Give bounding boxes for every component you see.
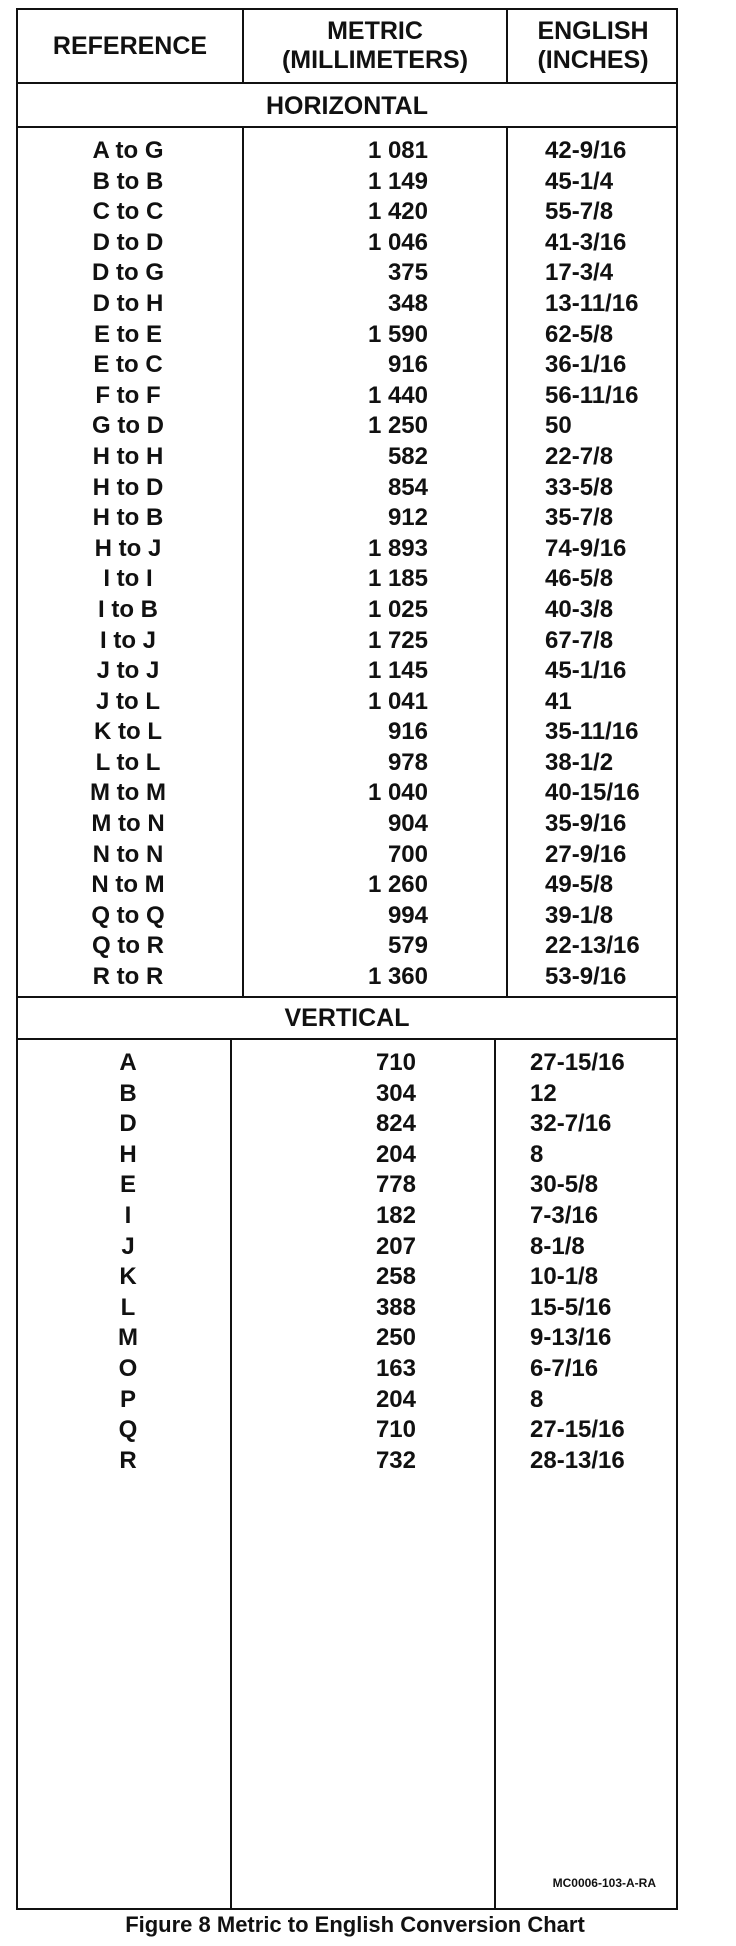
table-row	[18, 534, 676, 565]
reference-cell: H to D	[92, 473, 164, 501]
reference-cell: R	[119, 1446, 137, 1474]
table-row	[18, 564, 676, 595]
english-cell: 9-13/16	[530, 1324, 612, 1352]
vertical-title-rule	[18, 1038, 676, 1040]
english-cell: 27-15/16	[530, 1416, 625, 1444]
reference-cell: K	[119, 1263, 137, 1291]
section-title-vertical: VERTICAL	[284, 1004, 410, 1032]
metric-cell: 204	[375, 1140, 416, 1168]
table-row	[18, 1201, 676, 1232]
table-row	[18, 870, 676, 901]
english-cell: 41-3/16	[545, 228, 627, 256]
reference-cell: A to G	[92, 137, 164, 164]
table-row	[18, 1170, 676, 1201]
table-row	[18, 473, 676, 504]
english-cell: 7-3/16	[530, 1201, 599, 1229]
english-cell: 50	[545, 412, 572, 440]
metric-cell: 182	[375, 1201, 416, 1229]
english-cell: 45-1/16	[545, 657, 627, 685]
metric-cell: 1 440	[367, 381, 428, 409]
metric-cell: 1 046	[367, 228, 428, 256]
table-row	[18, 595, 676, 626]
horizontal-title-rule	[18, 126, 676, 128]
table-row	[18, 1109, 676, 1140]
metric-cell: 250	[375, 1324, 416, 1352]
metric-cell: 916	[387, 718, 428, 746]
reference-cell: M to M	[90, 779, 166, 807]
english-cell: 41	[545, 687, 572, 715]
english-cell: 10-1/8	[530, 1263, 599, 1291]
reference-cell: D	[119, 1110, 137, 1138]
english-cell: 22-13/16	[545, 932, 640, 960]
reference-cell: D to D	[92, 228, 164, 256]
english-cell: 33-5/8	[545, 473, 614, 501]
english-cell: 6-7/16	[530, 1354, 599, 1382]
english-cell: 17-3/4	[545, 259, 614, 287]
table-row	[18, 687, 676, 718]
metric-cell: 388	[375, 1293, 416, 1321]
reference-cell: N to N	[92, 840, 164, 868]
table-row	[18, 167, 676, 198]
metric-cell: 579	[387, 932, 428, 960]
table-row	[18, 503, 676, 534]
reference-cell: I to I	[103, 565, 153, 593]
vertical-top-rule	[18, 996, 676, 998]
english-cell: 39-1/8	[545, 901, 614, 929]
table-row	[18, 1323, 676, 1354]
metric-cell: 304	[375, 1079, 416, 1107]
table-row	[18, 778, 676, 809]
english-cell: 22-7/8	[545, 442, 614, 470]
table-row	[18, 1385, 676, 1416]
english-cell: 8	[530, 1140, 544, 1168]
table-row	[18, 1354, 676, 1385]
table-row	[18, 901, 676, 932]
metric-cell: 204	[375, 1385, 416, 1413]
table-row	[18, 840, 676, 871]
metric-cell: 978	[387, 748, 428, 776]
english-cell: 13-11/16	[545, 289, 639, 317]
metric-cell: 1 725	[367, 626, 428, 654]
section-title-horizontal: HORIZONTAL	[265, 92, 428, 120]
table-row	[18, 411, 676, 442]
reference-cell: H to J	[94, 534, 162, 562]
reference-cell: C to C	[92, 198, 164, 226]
metric-cell: 732	[375, 1446, 416, 1474]
metric-cell: 1 360	[367, 963, 428, 991]
reference-cell: D to G	[92, 259, 164, 287]
reference-cell: B to B	[92, 167, 164, 195]
english-cell: 27-15/16	[530, 1049, 625, 1076]
english-cell: 40-3/8	[545, 595, 614, 623]
metric-cell: 1 149	[367, 167, 428, 195]
reference-cell: H to B	[92, 504, 164, 532]
reference-cell: E	[119, 1171, 136, 1199]
reference-cell: P	[119, 1385, 136, 1413]
table-row	[18, 717, 676, 748]
metric-cell: 1 145	[367, 657, 428, 685]
english-cell: 27-9/16	[545, 840, 627, 868]
metric-cell: 904	[387, 810, 428, 838]
metric-cell: 1 590	[367, 320, 428, 348]
reference-cell: D to H	[92, 289, 164, 317]
reference-cell: M to N	[91, 810, 165, 838]
table-row	[18, 809, 676, 840]
metric-cell: 700	[387, 840, 428, 868]
reference-cell: R to R	[92, 963, 164, 991]
table-row	[18, 228, 676, 259]
reference-cell: E to C	[93, 351, 163, 379]
metric-cell: 854	[387, 473, 428, 501]
english-cell: 45-1/4	[545, 167, 614, 195]
table-row	[18, 381, 676, 412]
english-cell: 8	[530, 1385, 544, 1413]
metric-cell: 710	[375, 1416, 416, 1444]
reference-cell: J to J	[96, 657, 160, 685]
metric-cell: 1 260	[367, 871, 428, 899]
metric-cell: 163	[375, 1354, 416, 1382]
english-cell: 38-1/2	[545, 748, 614, 776]
metric-cell: 1 185	[367, 565, 428, 593]
table-row	[18, 258, 676, 289]
metric-cell: 258	[375, 1263, 416, 1291]
metric-cell: 207	[375, 1232, 416, 1260]
english-cell: 35-7/8	[545, 504, 614, 532]
reference-cell: A	[119, 1049, 137, 1076]
reference-cell: Q to R	[92, 932, 164, 960]
reference-cell: E to E	[93, 320, 162, 348]
reference-cell: I	[124, 1201, 132, 1229]
metric-cell: 912	[387, 504, 428, 532]
english-cell: 36-1/16	[545, 351, 627, 379]
conversion-chart-table	[16, 8, 678, 1910]
english-cell: 32-7/16	[530, 1110, 612, 1138]
table-row	[18, 1140, 676, 1171]
table-row	[18, 350, 676, 381]
table-row	[18, 626, 676, 657]
metric-cell: 1 250	[367, 412, 428, 440]
table-row	[18, 320, 676, 351]
english-cell: 46-5/8	[545, 565, 614, 593]
english-cell: 67-7/8	[545, 626, 614, 654]
metric-cell: 1 081	[367, 137, 428, 164]
english-cell: 12	[530, 1079, 557, 1107]
horizontal-rows	[18, 136, 676, 993]
english-cell: 35-11/16	[545, 718, 639, 746]
reference-cell: Q to Q	[91, 901, 165, 929]
table-row	[18, 197, 676, 228]
header-rule	[18, 82, 676, 84]
table-row	[18, 1293, 676, 1324]
english-cell: 40-15/16	[545, 779, 640, 807]
table-row	[18, 1262, 676, 1293]
table-row	[18, 1079, 676, 1110]
figure-caption: Figure 8 Metric to English Conversion Chart	[125, 1912, 585, 1937]
english-cell: 28-13/16	[530, 1446, 625, 1474]
table-row	[18, 656, 676, 687]
reference-cell: F to F	[95, 381, 161, 409]
english-cell: 15-5/16	[530, 1293, 612, 1321]
metric-cell: 348	[387, 289, 428, 317]
reference-cell: O	[118, 1354, 138, 1382]
metric-cell: 824	[375, 1110, 416, 1138]
figure-code: MC0006-103-A-RA	[552, 1876, 656, 1890]
metric-cell: 1 893	[367, 534, 428, 562]
reference-cell: I to B	[98, 595, 158, 623]
metric-cell: 916	[387, 351, 428, 379]
reference-cell: J to L	[96, 687, 160, 715]
table-row	[18, 1415, 676, 1446]
table-row	[18, 1232, 676, 1263]
table-row	[18, 748, 676, 779]
reference-cell: M	[118, 1324, 138, 1352]
reference-cell: K to L	[94, 718, 162, 746]
reference-cell: H to H	[92, 442, 164, 470]
metric-cell: 710	[375, 1049, 416, 1076]
reference-cell: L to L	[95, 748, 161, 776]
reference-cell: L	[120, 1293, 136, 1321]
metric-cell: 375	[387, 259, 428, 287]
english-cell: 74-9/16	[545, 534, 627, 562]
reference-cell: B	[119, 1079, 137, 1107]
reference-cell: I to J	[99, 626, 156, 654]
metric-cell: 778	[375, 1171, 416, 1199]
metric-cell: 1 025	[367, 595, 428, 623]
reference-cell: Q	[118, 1416, 138, 1444]
english-cell: 56-11/16	[545, 381, 639, 409]
english-cell: 8-1/8	[530, 1232, 585, 1260]
english-cell: 53-9/16	[545, 963, 627, 991]
table-row	[18, 1048, 676, 1079]
table-row	[18, 136, 676, 167]
header-english: ENGLISH (INCHES)	[537, 17, 649, 74]
table-row	[18, 442, 676, 473]
reference-cell: H	[119, 1140, 137, 1168]
table-row	[18, 931, 676, 962]
reference-cell: N to M	[91, 871, 165, 899]
header-reference: REFERENCE	[52, 31, 208, 60]
metric-cell: 1 420	[367, 198, 428, 226]
english-cell: 62-5/8	[545, 320, 614, 348]
table-row	[18, 1446, 676, 1477]
english-cell: 42-9/16	[545, 137, 627, 164]
table-row	[18, 289, 676, 320]
metric-cell: 994	[387, 901, 428, 929]
header-metric: METRIC (MILLIMETERS)	[281, 17, 469, 74]
reference-cell: G to D	[92, 412, 164, 440]
reference-cell: J	[121, 1232, 135, 1260]
table-row	[18, 962, 676, 993]
english-cell: 30-5/8	[530, 1171, 599, 1199]
vertical-rows	[18, 1048, 676, 1476]
metric-cell: 582	[387, 442, 428, 470]
metric-cell: 1 040	[367, 779, 428, 807]
metric-cell: 1 041	[367, 687, 428, 715]
english-cell: 55-7/8	[545, 198, 614, 226]
english-cell: 49-5/8	[545, 871, 614, 899]
english-cell: 35-9/16	[545, 810, 627, 838]
